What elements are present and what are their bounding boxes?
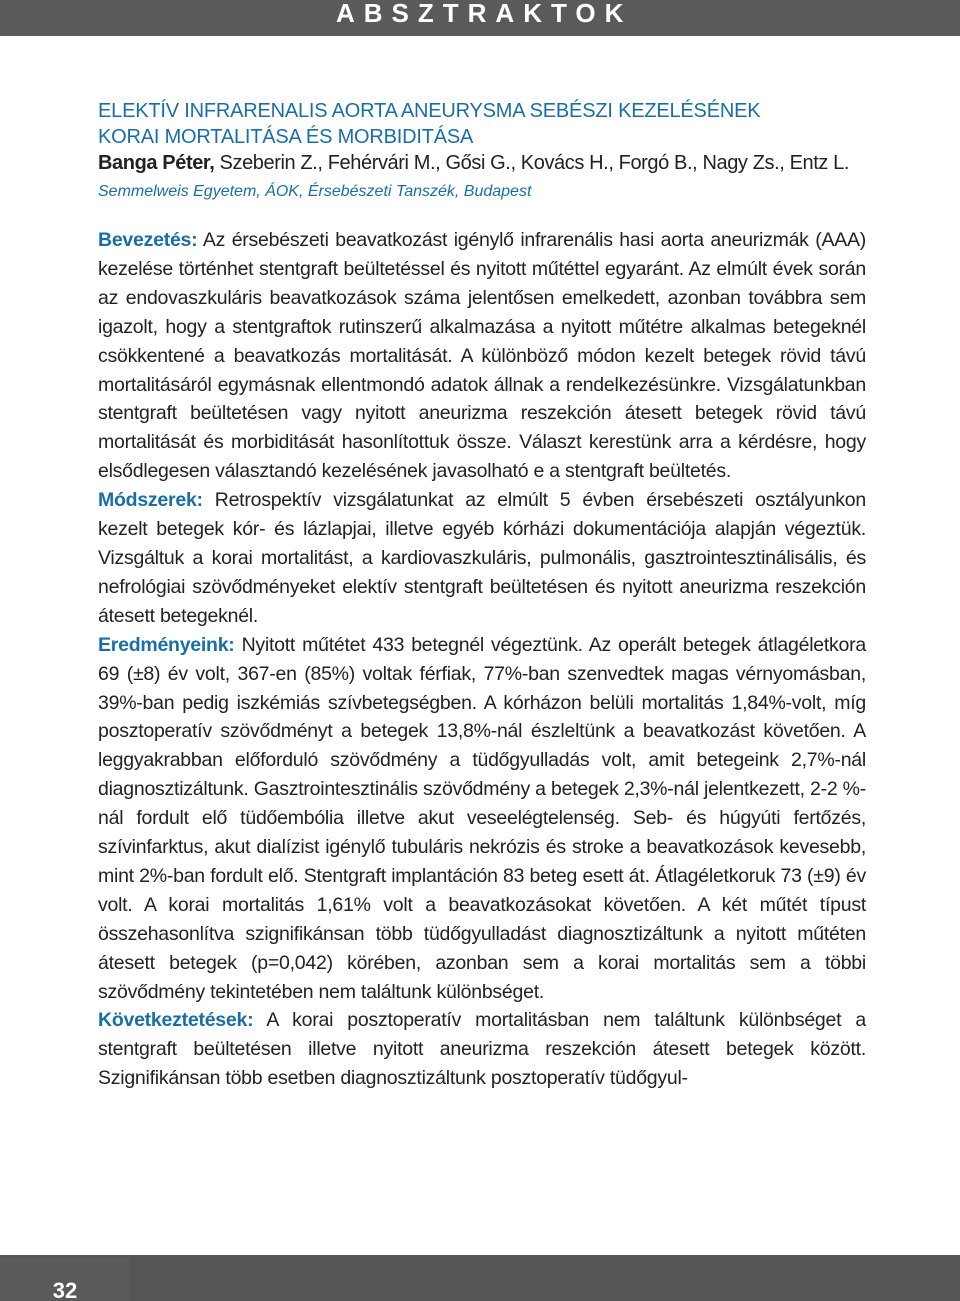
results-heading: Eredményeink: [98,633,235,656]
author-list [98,150,866,176]
abstract-title-line1: ELEKTÍV INFRARENALIS AORTA ANEURYSMA SEBÉSZI KEZELÉSÉNEK [98,100,761,122]
page-number: 32 [0,1258,130,1301]
section-title: ABSZTRAKTOK [336,0,633,28]
abstract-title [98,98,866,150]
footer-bar [0,1255,960,1301]
abstract [98,98,866,1093]
conclusions-text: A korai posztoperatív mortalitásban nem találtunk különbséget a stentgraft beültetésen illetve nyitott aneurizma reszekción átesett betegek között. Szignifikánsan több esetben diagnosztizáltunk posztoperatív tüdőgyul- [98,1009,866,1090]
conclusions-heading: Következtetések: [98,1009,254,1032]
first-author: Banga Péter, [98,152,215,174]
methods-heading: Módszerek: [98,489,203,512]
abstract-title-line2: KORAI MORTALITÁSA ÉS MORBIDITÁSA [98,126,474,148]
results-text: Nyitott műtétet 433 betegnél végeztünk. Az operált betegek átlagéletkora 69 (±8) év volt, 367-en (85%) voltak férfiak, 77%-ban szenvedtek magas vérnyomásban, 39%-ban pedig iszkémiás szívbetegségben. A kórházon belüli mortalitás 1,84%-volt, míg posztoperatív szövődményt a betegek 13,8%-nál észleltünk a beavatkozást követően. A leggyakrabban előforduló szövődmény a tüdőgyulladás volt, amit betegeink 2,7%-nál diagnosztizáltunk. Gasztrointesztinális szövődmény a betegek 2,3%-nál jelentkezett, 2-2 %-nál fordult elő tüdőembólia illetve akut veseelégtelenség. Seb- és húgyúti fertőzés, szívinfarktus, akut dialízist igénylő tubuláris nekrózis és stroke a beavatkozások kevesebb, mint 2%-ban fordult elő. Stentgraft implantáción 83 beteg esett át. Átlagéletkoruk 73 (±9) év volt. A korai mortalitás 1,61% volt a beavatkozásokat követően. A két műtét típust összehasonlítva szignifikánsan több tüdőgyulladást diagnosztizáltunk a nyitott műtéten átesett betegek (p=0,042) körében, azonban sem a korai mortalitás sem a többi szövődmény tekintetében nem találtunk különbséget. [98,633,866,1003]
intro-text: Az érsebészeti beavatkozást igénylő infrarenális hasi aorta aneurizmák (AAA) kezelése történhet stentgraft beültetéssel és nyitott műtéttel egyaránt. Az elmúlt évek során az endovaszkuláris beavatkozások száma jelentősen emelkedett, azonban továbbra sem igazolt, hogy a stentgraftok rutinszerű alkalmazása a nyitott műtétre alkalmas betegeknél csökkentené a beavatkozás mortalitását. A különböző módon kezelt betegek rövid távú mortalitásáról egymásnak ellentmondó adatok állnak a rendelkezésünkre. Vizsgálatunkban stentgraft beültetésen vagy nyitott aneurizma reszekción átesett betegek rövid távú mortalitását és morbiditását hasonlítottuk össze. Választ kerestünk arra a kérdésre, hogy elsődlegesen választandó kezelésének javasolható e a stentgraft beültetés. [98,229,866,483]
results-paragraph [98,631,866,1007]
intro-heading: Bevezetés: [98,229,198,251]
abstract-body [98,226,866,1093]
conclusions-paragraph [98,1006,866,1093]
affiliation: Semmelweis Egyetem, ÁOK, Érsebészeti Tanszék, Budapest [98,183,532,200]
methods-text: Retrospektív vizsgálatunkat az elmúlt 5 évben érsebészeti osztályunkon kezelt betegek kór- és lázlapjai, illetve egyéb kórházi dokumentációja alapján végeztük. Vizsgáltuk a korai mortalitást, a kardiovaszkuláris, pulmonális, gasztrointesztinálisális, és nefrológiai szövődményeket elektív stentgraft beültetésen és nyitott aneurizma reszekción átesett betegeknél. [98,489,866,627]
methods-paragraph [98,486,866,631]
intro-paragraph [98,226,866,486]
coauthors: Szeberin Z., Fehérvári M., Gősi G., Kovács H., Forgó B., Nagy Zs., Entz L. [214,152,850,174]
